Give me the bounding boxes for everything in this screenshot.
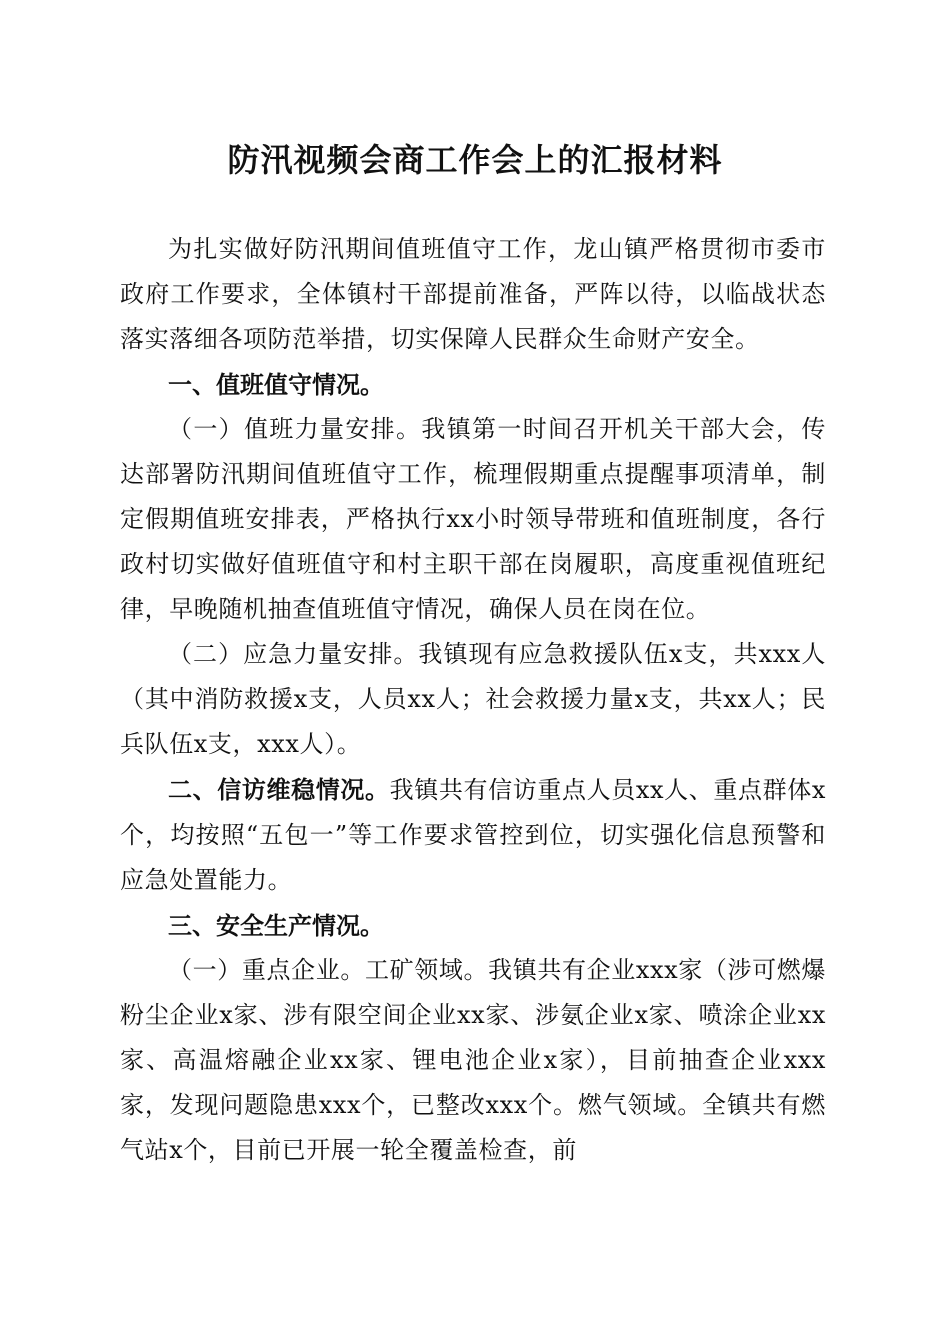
section2-text: 我镇共有信访重点人员xx人、重点群体x个，均按照“五包一”等工作要求管控到位，切实强化信息预警和应急处置能力。 <box>120 776 826 894</box>
section2-heading: 二、信访维稳情况。 <box>168 775 390 804</box>
section1-item1-text: 我镇第一时间召开机关干部大会，传达部署防汛期间值班值守工作，梳理假期重点提醒事项清单，制定假期值班安排表，严格执行xx小时领导带班和值班制度，各行政村切实做好值班值守和村主职干部在岗履职，高度重视值班纪律，早晚随机抽查值班值守情况，确保人员在岗在位。 <box>120 415 826 623</box>
section2-paragraph <box>120 767 826 903</box>
section1-item1-lead: （一）值班力量安排。 <box>168 415 422 443</box>
section3-item1-lead: （一）重点企业。 <box>168 956 365 984</box>
section1-item2-lead: （二）应急力量安排。 <box>168 640 419 668</box>
section1-item1-paragraph <box>120 407 826 632</box>
section1-heading: 一、值班值守情况。 <box>168 370 384 399</box>
section3-item1-text: 工矿领域。我镇共有企业xxx家（涉可燃爆粉尘企业x家、涉有限空间企业xx家、涉氨企业x家、喷涂企业xx家、高温熔融企业xx家、锂电池企业x家），目前抽查企业xxx家，发现问题隐患xxx个，已整改xxx个。燃气领域。全镇共有燃气站x个，目前已开展一轮全覆盖检查，前 <box>120 956 826 1164</box>
section3-item1-paragraph <box>120 948 826 1173</box>
section1-item2-paragraph <box>120 632 826 767</box>
section1-item2-text: 我镇现有应急救援队伍x支，共xxx人（其中消防救援x支，人员xx人；社会救援力量x支，共xx人；民兵队伍x支，xxx人）。 <box>120 640 826 758</box>
document-title: 防汛视频会商工作会上的汇报材料 <box>227 141 723 179</box>
section3-heading: 三、安全生产情况。 <box>168 911 384 940</box>
document-body <box>120 227 826 1173</box>
intro-paragraph: 为扎实做好防汛期间值班值守工作，龙山镇严格贯彻市委市政府工作要求，全体镇村干部提前准备，严阵以待，以临战状态落实落细各项防范举措，切实保障人民群众生命财产安全。 <box>120 235 826 353</box>
